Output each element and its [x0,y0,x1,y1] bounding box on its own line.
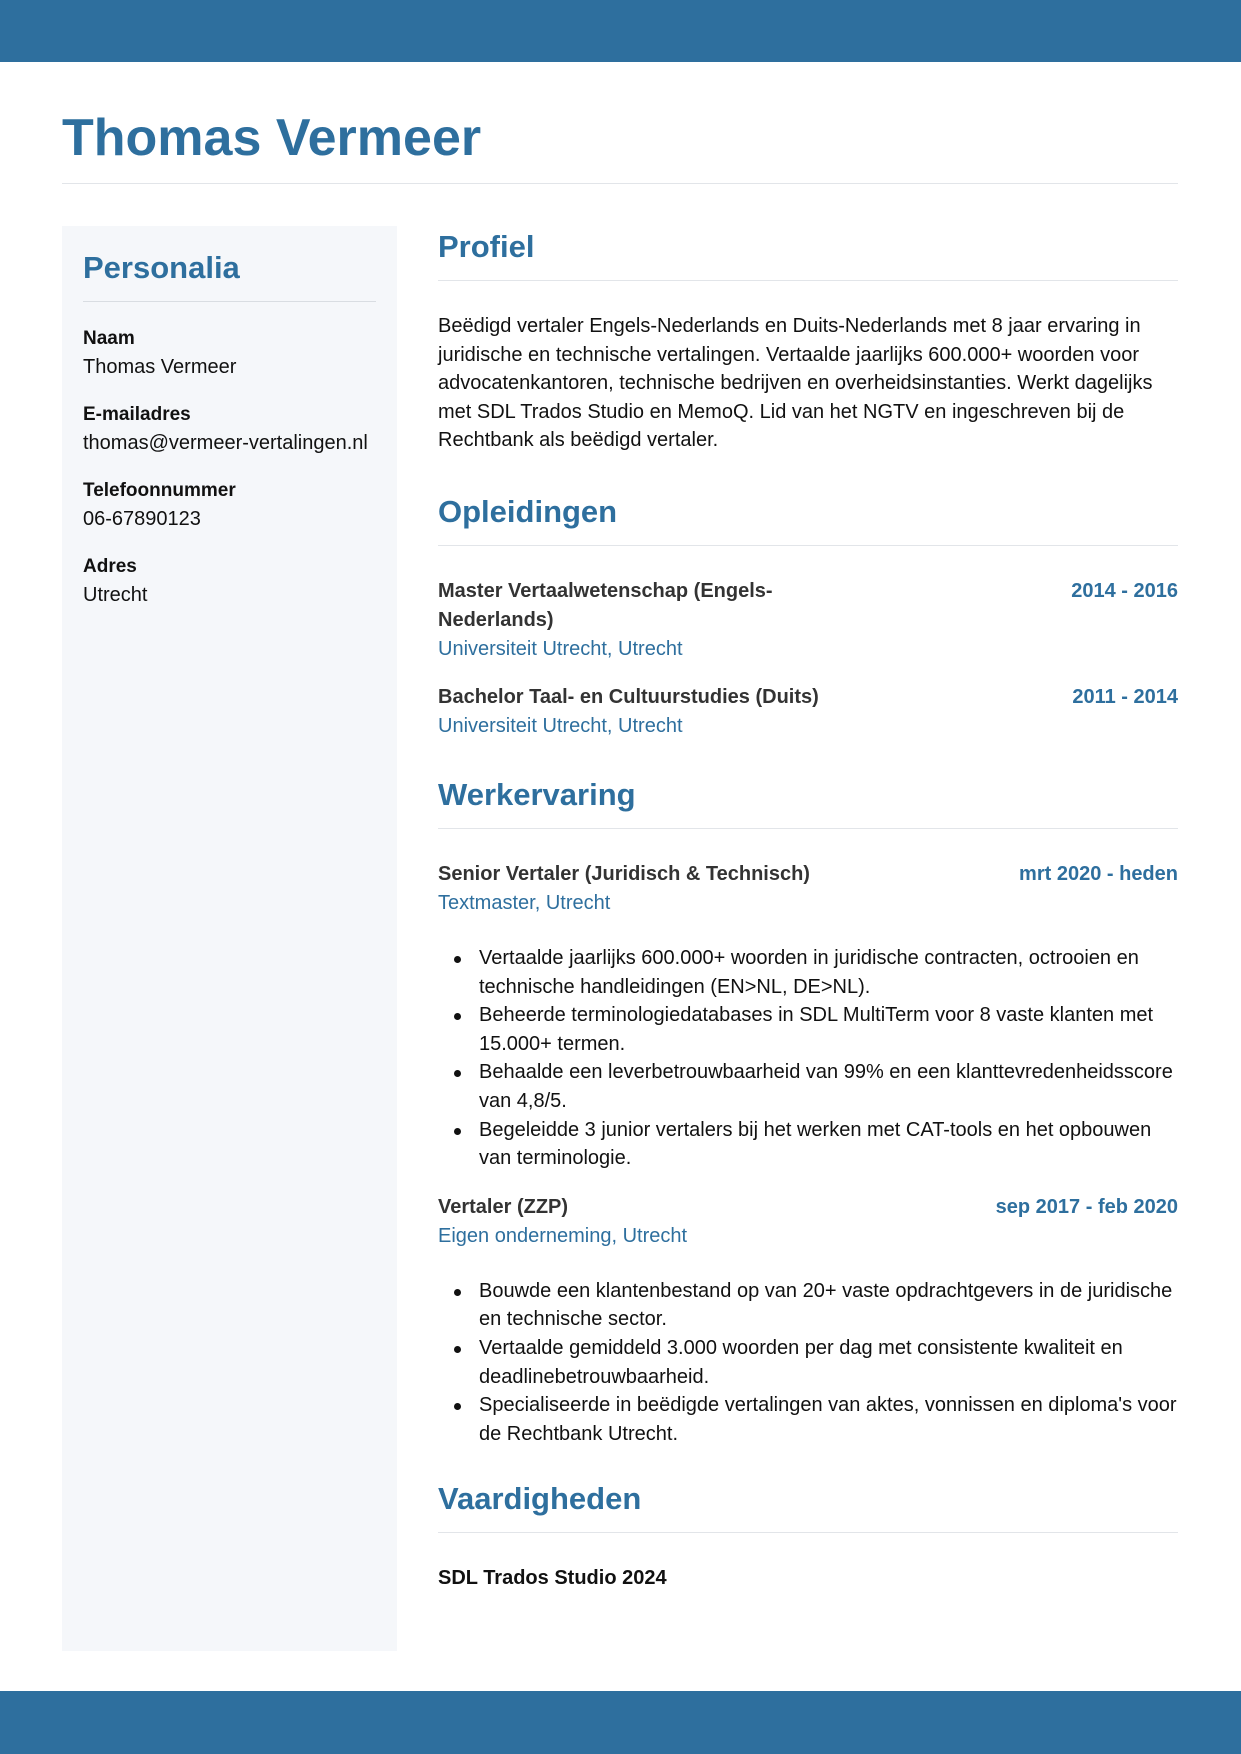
entry-header [438,860,1178,889]
bullet-item [479,944,1178,1001]
work-entry [438,1193,1178,1449]
vaardigheden-heading: Vaardigheden [438,1478,1178,1533]
education-entry [438,577,1178,664]
bullet-text: Begeleidde 3 junior vertalers bij het werken met CAT-tools en het opbouwen van terminologie. [479,1118,1152,1170]
profiel-section [438,226,1178,455]
bullet-dot-icon [454,1128,461,1135]
education-title: Bachelor Taal- en Cultuurstudies (Duits) [438,685,819,708]
field-value: Thomas Vermeer [83,356,237,378]
bullet-item [479,1001,1178,1058]
field-value: 06-67890123 [83,508,201,530]
personalia-field-name [83,324,376,382]
job-company: Eigen onderneming, Utrecht [438,1224,688,1247]
bullet-dot-icon [454,1403,461,1410]
job-date: mrt 2020 - heden [1019,862,1178,885]
job-date: sep 2017 - feb 2020 [995,1195,1178,1218]
bullet-text: Beheerde terminologiedatabases in SDL MultiTerm voor 8 vaste klanten met 15.000+ termen. [479,1004,1154,1055]
field-label: Telefoonnummer [83,480,236,501]
personalia-heading: Personalia [83,248,376,302]
job-title: Vertaler (ZZP) [438,1195,569,1218]
entry-header [438,1193,1178,1222]
field-label: Adres [83,556,137,577]
work-entry [438,860,1178,1173]
education-entry [438,683,1178,741]
bullet-item [479,1058,1178,1115]
skill-item: SDL Trados Studio 2024 [438,1567,667,1590]
bullet-item [479,1391,1178,1448]
bullet-dot-icon [454,1070,461,1077]
entry-header [438,683,1178,712]
werkervaring-section [438,774,1178,1448]
profiel-heading: Profiel [438,226,1178,281]
bullet-text: Bouwde een klantenbestand op van 20+ vaste opdrachtgevers in de juridische en technische sector. [479,1279,1173,1331]
opleidingen-heading: Opleidingen [438,491,1178,546]
education-title: Master Vertaalwetenschap (Engels-Nederlands) [438,579,773,631]
profiel-text: Beëdigd vertaler Engels-Nederlands en Duits-Nederlands met 8 jaar ervaring in juridische en technische vertalingen. Vertaalde jaarlijks 600.000+ woorden voor advocatenkantoren, technische bedrijven en overheidsinstanties. Werkt dagelijks met SDL Trados Studio en MemoQ. Lid van het NGTV en ingeschreven bij de Rechtbank als beëdigd vertaler. [438,315,1153,452]
bullet-dot-icon [454,956,461,963]
personalia-field-email [83,400,376,458]
field-label: Naam [83,328,135,349]
education-institution: Universiteit Utrecht, Utrecht [438,714,683,737]
job-bullets [438,1277,1178,1449]
job-title: Senior Vertaler (Juridisch & Technisch) [438,862,810,885]
education-date: 2011 - 2014 [1072,685,1178,708]
opleidingen-section [438,491,1178,741]
bullet-item [479,1116,1178,1173]
name-divider [62,183,1178,184]
job-bullets [438,944,1178,1173]
main-column [438,226,1178,1593]
bullet-text: Vertaalde jaarlijks 600.000+ woorden in juridische contracten, octrooien en technische handleidingen (EN>NL, DE>NL). [479,946,1139,998]
footer-band [0,1691,1241,1754]
bullet-text: Vertaalde gemiddeld 3.000 woorden per dag met consistente kwaliteit en deadlinebetrouwbaarheid. [479,1336,1123,1388]
field-label: E-mailadres [83,404,191,425]
vaardigheden-section [438,1478,1178,1593]
field-value: Utrecht [83,584,148,606]
field-value: thomas@vermeer-vertalingen.nl [83,432,368,454]
bullet-text: Behaalde een leverbetrouwbaarheid van 99% en een klanttevredenheidsscore van 4,8/5. [479,1061,1173,1112]
job-company: Textmaster, Utrecht [438,891,611,914]
bullet-dot-icon [454,1289,461,1296]
personalia-sidebar [62,226,397,1651]
bullet-dot-icon [454,1346,461,1353]
resume-name: Thomas Vermeer [62,109,482,167]
bullet-text: Specialiseerde in beëdigde vertalingen van aktes, vonnissen en diploma's voor de Rechtbank Utrecht. [479,1394,1177,1445]
education-date: 2014 - 2016 [1071,579,1178,602]
bullet-item [479,1334,1178,1391]
education-institution: Universiteit Utrecht, Utrecht [438,637,683,660]
personalia-field-phone [83,476,376,534]
personalia-field-address [83,552,376,610]
entry-header [438,577,1178,635]
header-band [0,0,1241,62]
bullet-dot-icon [454,1013,461,1020]
werkervaring-heading: Werkervaring [438,774,1178,829]
bullet-item [479,1277,1178,1334]
